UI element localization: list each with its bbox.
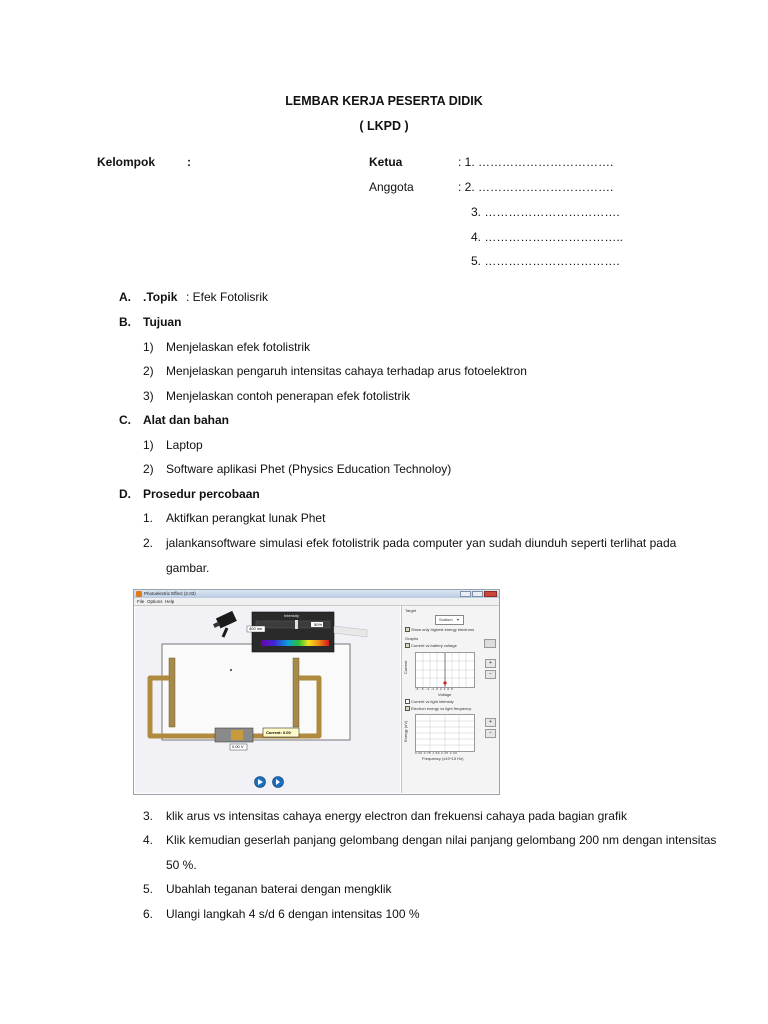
step-number: 2. <box>143 536 154 550</box>
wavelength-value: 400 nm <box>249 626 263 631</box>
current-label: Current: 0.00 <box>266 730 291 735</box>
list-item-number: 1) <box>143 340 154 354</box>
sim-menu-item: File <box>137 599 145 604</box>
voltage-value: 0.00 V <box>232 744 244 749</box>
section-c-letter: C. <box>119 413 131 427</box>
step-number: 4. <box>143 833 154 847</box>
section-d-letter: D. <box>119 487 131 501</box>
zoom-in-icon: + <box>485 659 496 668</box>
intensity-label: Intensity <box>284 613 299 618</box>
sim-control-panel <box>401 606 499 793</box>
graph1-point <box>443 681 446 684</box>
graph3-grid <box>416 715 474 751</box>
graph1-label: Current vs battery voltage <box>411 643 457 648</box>
list-item-number: 3) <box>143 389 154 403</box>
target-value: Sodium <box>439 617 453 622</box>
graph1-xlabel: Voltage <box>438 692 452 697</box>
list-item-number: 2) <box>143 462 154 476</box>
zoom-out-icon: − <box>485 670 496 679</box>
list-item: Menjelaskan contoh penerapan efek fotolistrik <box>166 389 411 403</box>
list-item: Menjelaskan pengaruh intensitas cahaya terhadap arus fotoelektron <box>166 364 527 378</box>
checkbox-icon <box>405 627 410 632</box>
sim-menu-item: Options <box>147 599 163 604</box>
anggota-label: Anggota <box>369 180 414 194</box>
kelompok-colon: : <box>187 155 191 169</box>
battery-band <box>231 730 243 740</box>
camera-icon <box>484 639 496 648</box>
checkbox-icon <box>405 643 410 648</box>
intensity-value: 50% <box>314 622 323 627</box>
list-item-number: 1) <box>143 438 154 452</box>
graph3-ylabel: Energy (eV) <box>403 720 408 742</box>
section-b-label: Tujuan <box>143 315 182 329</box>
step-text: Ubahlah teganan baterai dengan mengklik <box>166 882 392 896</box>
simulation-screenshot <box>133 589 500 795</box>
minimize-icon <box>460 591 471 597</box>
sim-play-area <box>135 606 400 793</box>
section-a-letter: A. <box>119 290 131 304</box>
spectrum-bar <box>261 640 329 646</box>
section-b-letter: B. <box>119 315 131 329</box>
target-label: Target <box>405 608 417 613</box>
lamp-stand <box>223 628 227 637</box>
sim-window-title: Photoelectric Effect (2.03) <box>144 591 196 596</box>
step-text: Ulangi langkah 4 s/d 6 dengan intensitas 100 % <box>166 907 420 921</box>
left-plate <box>169 658 175 727</box>
checkbox-icon <box>405 706 410 711</box>
step-number: 5. <box>143 882 154 896</box>
anggota-entry: 4. …………………………….. <box>471 230 624 244</box>
circuit-illustration <box>135 606 400 793</box>
maximize-icon <box>472 591 483 597</box>
step-text: Klik kemudian geserlah panjang gelombang dengan nilai panjang gelombang 200 nm dengan intensitas <box>166 833 717 847</box>
section-a-label: .Topik <box>143 290 178 304</box>
vacuum-tube <box>162 644 350 740</box>
list-item: Software aplikasi Phet (Physics Education Technoloy) <box>166 462 452 476</box>
anggota-entry: : 2. ……………………………. <box>458 180 614 194</box>
sim-titlebar <box>134 590 499 598</box>
step-text: Aktifkan perangkat lunak Phet <box>166 511 326 525</box>
list-item: Menjelaskan efek fotolistrik <box>166 340 311 354</box>
sim-menu-item: Help <box>165 599 175 604</box>
graph3-xlabel: Frequency (x10^15 Hz) <box>422 756 464 761</box>
list-item-number: 2) <box>143 364 154 378</box>
graph3-label: Electron energy vs light frequency <box>411 706 472 711</box>
page-subtitle: ( LKPD ) <box>359 119 409 133</box>
graph-energy-vs-frequency <box>415 714 475 752</box>
close-icon <box>484 591 497 597</box>
graph1-grid <box>416 653 474 687</box>
section-d-label: Prosedur percobaan <box>143 487 260 501</box>
section-a-value: : Efek Fotolisrik <box>186 290 269 304</box>
intensity-slider-knob <box>295 620 298 629</box>
zoom-in-icon: + <box>485 718 496 727</box>
step-number: 3. <box>143 809 154 823</box>
step-text: jalankansoftware simulasi efek fotolistrik pada computer yan sudah diunduh seperti terlihat pada <box>166 536 677 550</box>
ketua-label: Ketua <box>369 155 403 169</box>
zoom-out-icon: − <box>485 729 496 738</box>
graphs-label: Graphs <box>405 636 419 641</box>
step-text: klik arus vs intensitas cahaya energy electron dan frekuensi cahaya pada bagian grafik <box>166 809 627 823</box>
step-number: 1. <box>143 511 154 525</box>
target-select <box>435 615 464 625</box>
step-text-continued: gambar. <box>166 561 210 575</box>
electron-dot <box>230 669 232 671</box>
chevron-down-icon: ▾ <box>457 617 460 622</box>
right-plate <box>293 658 299 727</box>
graph-current-vs-voltage <box>415 652 475 688</box>
graph2-label: Current vs light intensity <box>411 699 454 704</box>
section-c-label: Alat dan bahan <box>143 413 230 427</box>
checkbox-icon <box>405 699 410 704</box>
anggota-entry: 3. ……………………………. <box>471 205 620 219</box>
graph1-ylabel: Current <box>403 660 408 674</box>
app-icon <box>136 591 142 597</box>
light-beam <box>334 626 367 637</box>
list-item: Laptop <box>166 438 203 452</box>
page-title: LEMBAR KERJA PESERTA DIDIK <box>285 94 483 108</box>
graph1-ticks: -8 -6 -4 -2 0 2 4 6 8 <box>415 687 454 691</box>
anggota-entry: 5. ……………………………. <box>471 254 620 268</box>
sim-menubar <box>134 598 499 606</box>
graph3-ticks: 0.00 0.75 1.50 2.25 3.00 <box>415 751 458 755</box>
ketua-entry: : 1. ……………………………. <box>458 155 614 169</box>
step-number: 6. <box>143 907 154 921</box>
step-text-continued: 50 %. <box>166 858 197 872</box>
kelompok-label: Kelompok <box>97 155 156 169</box>
highest-energy-label: Show only highest energy electrons <box>411 627 475 632</box>
lamp-icon <box>211 611 236 631</box>
